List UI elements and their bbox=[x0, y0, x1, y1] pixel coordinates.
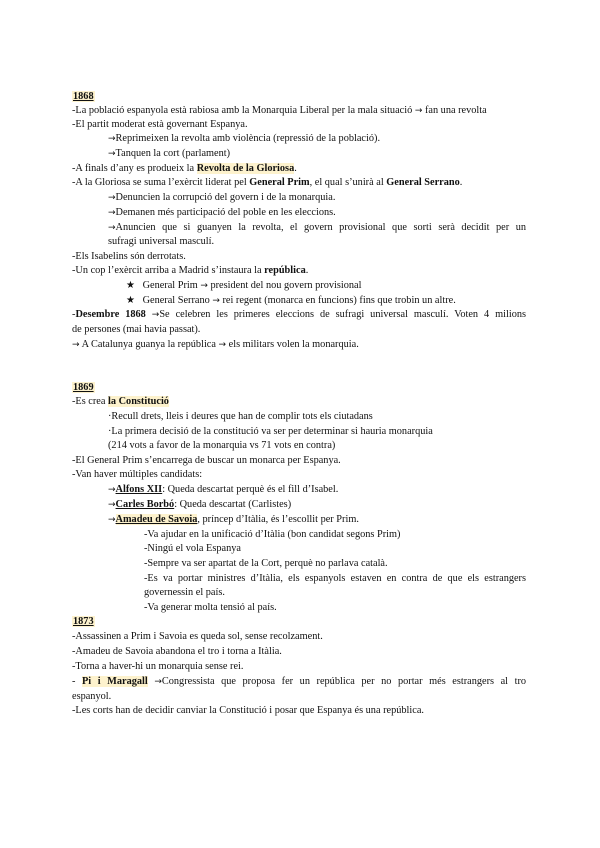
highlight-term: la Constitució bbox=[108, 396, 169, 407]
text-line: sufragi universal masculí. bbox=[108, 236, 215, 247]
text-line: -A finals d’any es produeix la Revolta de la Gloriosa. bbox=[72, 163, 297, 174]
bullet-item: ★ General Serrano → rei regent (monarca en funcions) fins que trobin un altre. bbox=[126, 295, 456, 306]
text-line: -Es va portar ministres d’Itàlia, els espanyols estaven en contra de que els estrangers bbox=[144, 573, 526, 584]
highlight-term: Pi i Maragall bbox=[82, 676, 148, 687]
text-line: -Assassinen a Prim i Savoia es queda sol, sense recolzament. bbox=[72, 631, 323, 642]
candidate-item: →Carles Borbó: Queda descartat (Carlistes) bbox=[108, 499, 292, 510]
text-line: ·Recull drets, lleis i deures que han de complir tots els ciutadans bbox=[108, 411, 373, 422]
text-line: -Desembre 1868 →Se celebren les primeres eleccions de sufragi universal masculí. Voten 4 milions bbox=[72, 309, 527, 320]
year-heading-1868: 1868 bbox=[73, 91, 94, 102]
text-line: -Va generar molta tensió al país. bbox=[144, 602, 277, 613]
text-line: espanyol. bbox=[72, 691, 112, 702]
arrow-icon: → bbox=[151, 310, 160, 320]
text-line: (214 vots a favor de la monarquia vs 71 vots en contra) bbox=[108, 440, 336, 451]
arrow-icon: → bbox=[108, 223, 116, 233]
arrow-icon: → bbox=[108, 193, 116, 203]
star-bullet-icon: ★ bbox=[126, 280, 135, 291]
text-line: -Ningú el vola Espanya bbox=[144, 543, 241, 554]
text-line: -La població espanyola està rabiosa amb la Monarquia Liberal per la mala situació → fan una revolta bbox=[72, 105, 487, 116]
text-line: -Es crea la Constitució bbox=[72, 396, 169, 407]
arrow-icon: → bbox=[212, 296, 220, 306]
arrow-icon: → bbox=[108, 149, 116, 159]
arrow-icon: → bbox=[218, 340, 227, 350]
text-line: →Denuncien la corrupció del govern i de la monarquia. bbox=[108, 192, 336, 203]
text-line: -Va ajudar en la unificació d’Itàlia (bon candidat segons Prim) bbox=[144, 529, 401, 540]
arrow-icon: → bbox=[108, 134, 116, 144]
arrow-icon: → bbox=[108, 485, 116, 495]
highlight-term: Revolta de la Gloriosa bbox=[196, 163, 295, 174]
text-line: -El General Prim s’encarrega de buscar un monarca per Espanya. bbox=[72, 455, 341, 466]
text-line: -Les corts han de decidir canviar la Constitució i posar que Espanya és una república. bbox=[72, 705, 424, 716]
text-line: →Demanen més participació del poble en les eleccions. bbox=[108, 207, 336, 218]
text-line: →Reprimeixen la revolta amb violència (repressió de la població). bbox=[108, 133, 381, 144]
candidate-item: →Amadeu de Savoia, príncep d’Itàlia, és l’escollit per Prim. bbox=[108, 514, 359, 525]
text-line: -Un cop l’exèrcit arriba a Madrid s’instaura la república. bbox=[72, 265, 309, 276]
highlight-term: Amadeu de Savoia bbox=[115, 514, 198, 525]
text-line: -Van haver múltiples candidats: bbox=[72, 469, 203, 480]
arrow-icon: → bbox=[154, 677, 162, 687]
arrow-icon: → bbox=[108, 500, 116, 510]
text-line: -El partit moderat està governant Espanya. bbox=[72, 119, 248, 130]
text-line: →Tanquen la cort (parlament) bbox=[108, 148, 231, 159]
text-line: → A Catalunya guanya la república → els militars volen la monarquia. bbox=[72, 339, 359, 350]
arrow-icon: → bbox=[72, 340, 80, 350]
year-heading-1873: 1873 bbox=[73, 616, 94, 627]
text-line: -Sempre va ser apartat de la Cort, perquè no parlava català. bbox=[144, 558, 388, 569]
star-bullet-icon: ★ bbox=[126, 295, 135, 306]
text-line: governessin el país. bbox=[144, 587, 225, 598]
text-line: -Amadeu de Savoia abandona el tro i torna a Itàlia. bbox=[72, 646, 282, 657]
bullet-item: ★ General Prim → president del nou govern provisional bbox=[126, 280, 362, 291]
arrow-icon: → bbox=[108, 515, 116, 525]
candidate-item: →Alfons XII: Queda descartat perquè és el fill d’Isabel. bbox=[108, 484, 339, 495]
arrow-icon: → bbox=[414, 106, 423, 116]
text-line: de persones (mai havia passat). bbox=[72, 324, 201, 335]
text-line: - Pi i Maragall →Congressista que proposa fer un república per no portar més estrangers al tro bbox=[72, 676, 527, 687]
text-line: -Els Isabelins són derrotats. bbox=[72, 251, 186, 262]
text-line: -A la Gloriosa se suma l’exèrcit liderat pel General Prim, el qual s’unirà al General Serrano. bbox=[72, 177, 463, 188]
arrow-icon: → bbox=[108, 208, 116, 218]
text-line: ·La primera decisió de la constitució va ser per determinar si hauria monarquia bbox=[108, 426, 433, 437]
year-heading-1869: 1869 bbox=[73, 382, 94, 393]
arrow-icon: → bbox=[200, 281, 208, 291]
text-line: -Torna a haver-hi un monarquia sense rei. bbox=[72, 661, 244, 672]
text-line: →Anuncien que si guanyen la revolta, el govern provisional que sorti serà decidit per un bbox=[108, 222, 526, 233]
